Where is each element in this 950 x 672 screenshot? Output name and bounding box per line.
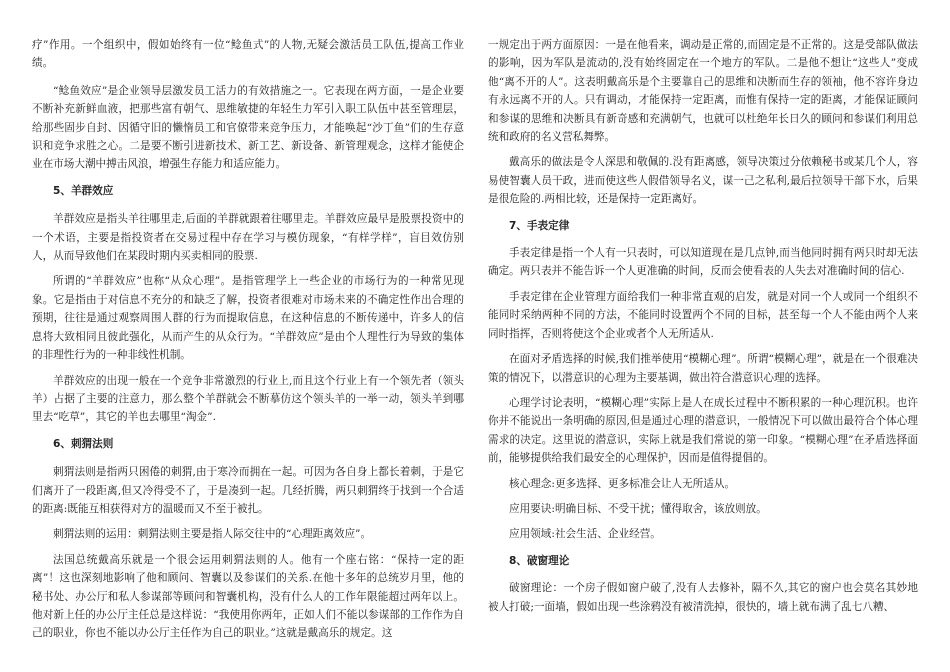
- section-heading-5: 5、羊群效应: [53, 184, 114, 197]
- paragraph: 一规定出于两方面原因：一是在他看来，调动是正常的,而固定是不正常的。这是受部队做法的影响，因为军队是流动的,没有始终固定在一个地方的军队。二是他不想让“这些人”变成他“离不开的人”。这表明戴高乐是个主要靠自己的思维和决断而生存的领袖，他不容许身边有永远离不开的人。只有调动，才能保持一定距离，而惟有保持一定的距离，才能保证顾问和参谋的思维和决断具有新奇感和充满朝气，也就可以杜绝年长日久的顾问和参谋们利用总统和政府的名义营私舞弊。: [488, 39, 918, 144]
- paragraph: 应用要诀:明确目标、不受干扰；懂得取舍，该放则放。: [509, 502, 767, 515]
- paragraph: 疗”作用。一个组织中，假如始终有一位“鲶鱼式”的人物,无疑会激活员工队伍,提高工作业绩。: [32, 39, 464, 70]
- paragraph: 法国总统戴高乐就是一个很会运用刺猬法则的人。他有一个座右铭：“保持一定的距离”！这也深刻地影响了他和顾问、智囊以及参谋们的关系.在他十多年的总统岁月里，他的秘书处、办公厅和私人参谋部等顾问和智囊机构，没有什么人的工作年限能超过两年以上。他对新上任的办公厅主任总是这样说：“我使用你两年，正如人们不能以参谋部的工作作为自己的职业，你也不能以办公厅主任作为自己的职业。”这就是戴高乐的规定。这: [32, 553, 464, 640]
- paragraph: 所谓的“羊群效应”也称“从众心理”。是指管理学上一些企业的市场行为的一种常见现象。它是指由于对信息不充分的和缺乏了解，投资者很难对市场未来的不确定性作出合理的预期，往往是通过观察周围人群的行为而提取信息，在这种信息的不断传递中，许多人的信息将大致相同且彼此强化，从而产生的从众行为。“羊群效应”是由个人理性行为导致的集体的非理性行为的一种非线性机制。: [32, 275, 464, 362]
- section-heading-7: 7、手表定律: [509, 219, 570, 232]
- paragraph: 羊群效应的出现一般在一个竞争非常激烈的行业上,而且这个行业上有一个领先者（领头羊）占据了主要的注意力，那么整个羊群就会不断摹仿这个领头羊的一举一动，领头羊到哪里去“吃草”，其它的羊也去哪里“淘金”.: [32, 374, 464, 424]
- right-column: [488, 0, 918, 672]
- paragraph: 手表定律是指一个人有一只表时，可以知道现在是几点钟,而当他同时拥有两只时却无法确定。两只表并不能告诉一个人更准确的时间，反而会使看表的人失去对准确时间的信心.: [488, 247, 918, 278]
- paragraph: 刺猬法则是指两只困倦的刺猬,由于寒冷而拥在一起。可因为各自身上都长着刺，于是它们离开了一段距离,但又冷得受不了，于是凑到一起。几经折腾，两只刺猬终于找到一个合适的距离:既能互相获得对方的温暖而又不至于被扎。: [32, 466, 464, 515]
- section-heading-8: 8、破窗理论: [509, 554, 570, 567]
- paragraph: 心理学讨论表明，“模糊心理”实际上是人在成长过程中不断积累的一种心理沉积。也许你并不能说出一条明确的原因,但是通过心理的潜意识，一般情况下可以做出最符合个体心理需求的决定。这里说的潜意识，实际上就是我们常说的第一印象。“模糊心理”在矛盾选择面前，能够提供给我们最安全的心理保护，因而是值得提倡的。: [488, 396, 918, 465]
- paragraph: 在面对矛盾选择的时候,我们推举使用“模糊心理”。所谓“模糊心理”，就是在一个很难决策的情况下，以潜意识的心理为主要基调，做出符合潜意识心理的选择。: [488, 353, 918, 384]
- paragraph: 羊群效应是指头羊往哪里走,后面的羊群就跟着往哪里走。羊群效应最早是股票投资中的一个术语，主要是指投资者在交易过程中存在学习与模仿现象，“有样学样”，盲目效仿别人，从而导致他们在某段时期内买卖相同的股票.: [32, 213, 464, 263]
- paragraph: 应用领域:社会生活、企业经营。: [509, 528, 661, 541]
- paragraph: 核心理念:更多选择、更多标准会让人无所适从。: [509, 477, 736, 490]
- paragraph: 手表定律在企业管理方面给我们一种非常直观的启发，就是对同一个人或同一个组织不能同时采纳两种不同的方法，不能同时设置两个不同的目标，甚至每一个人不能由两个人来同时指挥，否则将使这个企业或者个人无所适从.: [488, 290, 918, 340]
- paragraph: 刺猬法则的运用：刺猬法则主要是指人际交往中的“心理距离效应”。: [53, 528, 372, 541]
- left-column: [32, 0, 464, 672]
- paragraph: 戴高乐的做法是令人深思和敬佩的.没有距离感，领导决策过分依赖秘书或某几个人，容易使智囊人员干政，进而使这些人假借领导名义，谋一己之私利,最后拉领导干部下水，后果是很危险的.两相比较，还是保持一定距离好。: [488, 156, 918, 206]
- paragraph: “鲶鱼效应”是企业领导层激发员工活力的有效措施之一。它表现在两方面，一是企业要不断补充新鲜血液，把那些富有朝气、思维敏捷的年轻生力军引入职工队伍中甚至管理层，给那些固步自封、因循守旧的懒惰员工和官僚带来竞争压力，才能唤起“沙丁鱼”们的生存意识和竞争求胜之心。二是要不断引进新技术、新工艺、新设备、新管理观念，这样才能使企业在市场大潮中搏击风浪，增强生存能力和适应能力。: [32, 84, 464, 171]
- paragraph: 破窗理论：一个房子假如窗户破了,没有人去修补，隔不久,其它的窗户也会莫名其妙地被人打破;一面墙，假如出现一些涂鸦没有被清洗掉，很快的，墙上就布满了乱七八糟、: [488, 582, 918, 613]
- section-heading-6: 6、刺猬法则: [53, 437, 114, 450]
